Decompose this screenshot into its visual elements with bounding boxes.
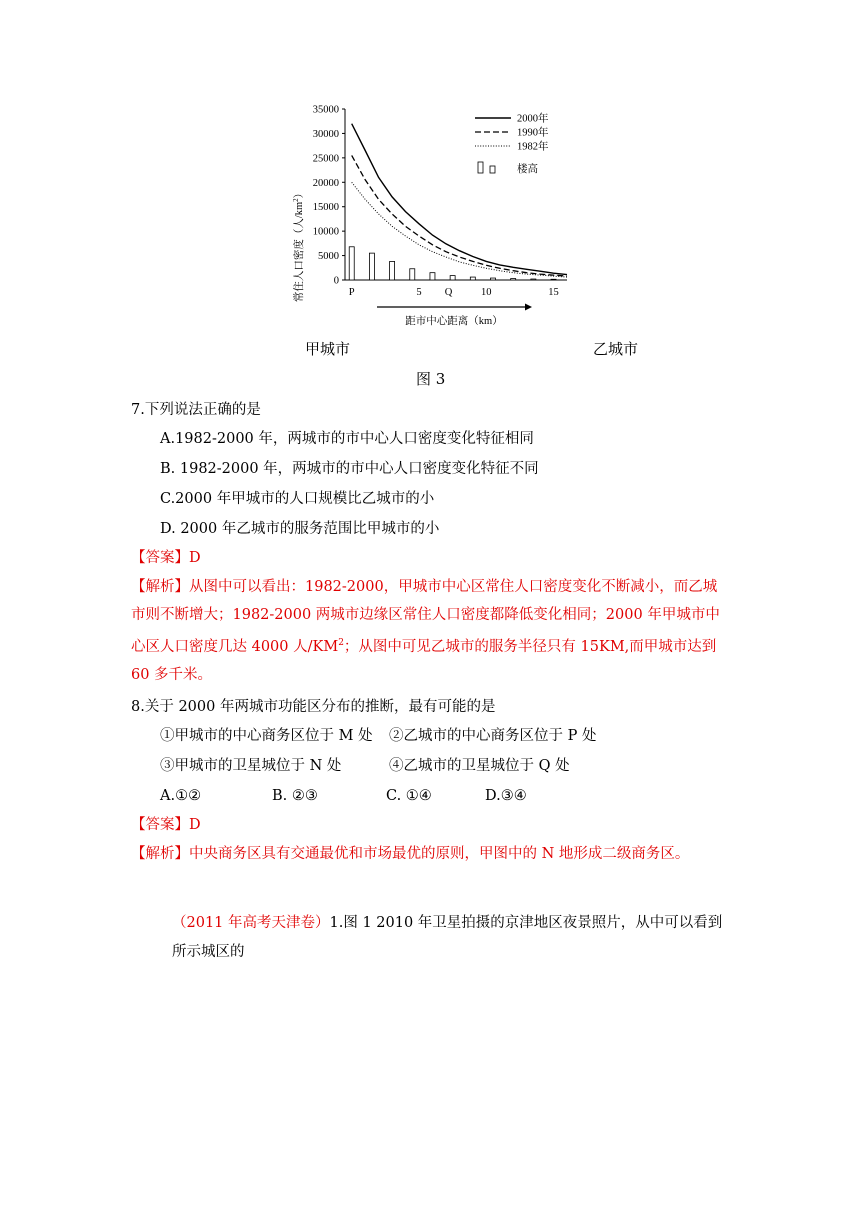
next-question-text: 1.图 1 2010 年卫星拍摄的京津地区夜景照片，从中可以看到 [329, 915, 723, 931]
building-bar [349, 247, 354, 280]
q8-answer: 【答案】D [131, 817, 201, 833]
building-bar [551, 279, 556, 280]
q7-option-a: A.1982-2000 年，两城市的市中心人口密度变化特征相同 [160, 431, 534, 447]
q7-option-c: C.2000 年甲城市的人口规模比乙城市的小 [160, 491, 435, 507]
x-tick-label: 5 [416, 287, 422, 298]
y-tick-label: 15000 [312, 202, 339, 214]
q7-stem: 7.下列说法正确的是 [131, 402, 261, 418]
x-axis [349, 287, 559, 298]
series-line-1982年 [352, 182, 567, 277]
figure-caption: 图 3 [416, 370, 446, 388]
q7-explanation: 【解析】从图中可以看出：1982-2000，甲城市中心区常住人口密度变化不断减小，而乙城市则不断增大；1982-2000 两城市边缘区常住人口密度都降低变化相同；2000 年甲城市中心区人口密度几达 4000 人$/KM^2$；从图中可见乙城市的服务半径只有 15KM,而甲城市达到 60 多千米。 [131, 579, 720, 683]
next-question-line2: 所示城区的 [172, 944, 245, 960]
building-bar [390, 261, 395, 280]
y-tick-label: 20000 [312, 177, 339, 189]
city-label-right: 乙城市 [593, 340, 639, 358]
next-question-line1 [172, 913, 722, 933]
q8-stem: 8.关于 2000 年两城市功能区分布的推断，最有可能的是 [131, 699, 496, 715]
x-tick-label: 10 [481, 287, 492, 298]
building-bar [491, 278, 496, 280]
city-label-left: 甲城市 [305, 340, 351, 358]
building-bar [369, 253, 374, 280]
q7-option-b: B. 1982-2000 年，两城市的市中心人口密度变化特征不同 [160, 461, 539, 477]
legend-bar-tall [478, 162, 483, 173]
y-tick-label: 5000 [318, 251, 339, 263]
building-bar [430, 273, 435, 280]
x-tick-label: Q [444, 287, 453, 298]
building-bar [410, 269, 415, 280]
building-bar [450, 276, 455, 280]
q8-explanation: 【解析】中央商务区具有交通最优和市场最优的原则，甲图中的 N 地形成二级商务区。 [131, 846, 690, 862]
chart-legend [475, 112, 549, 176]
q8-option-b: B. ②③ [272, 788, 318, 804]
q8-statement-2: ②乙城市的中心商务区位于 P 处 [389, 728, 597, 744]
legend-label: 1990年 [517, 127, 549, 139]
q8-option-a: A.①② [160, 788, 202, 804]
building-bar [531, 279, 536, 280]
q7-answer: 【答案】D [131, 550, 201, 566]
legend-label: 1982年 [517, 141, 549, 153]
q8-statement-3: ③甲城市的卫星城位于 N 处 [160, 758, 342, 774]
q7-option-d: D. 2000 年乙城市的服务范围比甲城市的小 [160, 521, 440, 537]
q8-option-c: C. ①④ [386, 788, 432, 804]
y-tick-label: 25000 [312, 153, 339, 165]
x-tick-label: P [348, 287, 355, 298]
y-tick-label: 0 [333, 275, 339, 287]
legend-label: 2000年 [517, 113, 549, 125]
building-height-bars [349, 247, 556, 280]
population-density-chart [285, 95, 585, 335]
q8-statement-1: ①甲城市的中心商务区位于 M 处 [160, 728, 373, 744]
exam-source: （2011 年高考天津卷） [172, 915, 330, 931]
y-tick-label: 30000 [312, 128, 339, 140]
y-tick-label: 35000 [312, 104, 339, 116]
y-axis-label: 常住人口密度（人$/km^2$） [292, 187, 305, 303]
legend-bar-short [490, 166, 495, 173]
building-bar [470, 277, 475, 280]
legend-label: 楼高 [517, 164, 538, 175]
x-axis-label: 距市中心距离（km） [405, 316, 503, 327]
distance-arrow-head [525, 304, 532, 311]
q8-statement-4: ④乙城市的卫星城位于 Q 处 [389, 758, 570, 774]
building-bar [511, 279, 516, 280]
y-tick-label: 10000 [312, 226, 339, 238]
q8-option-d: D.③④ [485, 788, 527, 804]
x-tick-label: 15 [548, 287, 559, 298]
